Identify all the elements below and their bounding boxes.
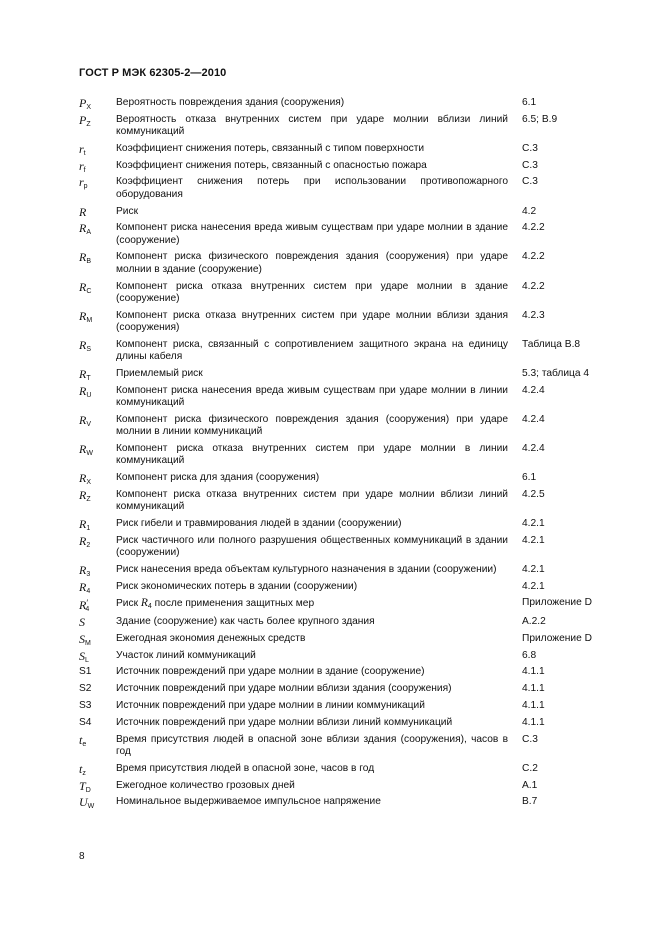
symbol: $R'_4$ xyxy=(79,598,90,614)
description: Источник повреждений при ударе молнии в здание (сооружение) xyxy=(116,666,425,678)
reference: 4.2.2 xyxy=(522,280,545,292)
symbol: $R_3$ xyxy=(79,562,91,578)
table-row xyxy=(79,616,599,628)
reference: 4.1.1 xyxy=(522,716,545,728)
reference: C.3 xyxy=(522,733,538,745)
symbol: $R_4$ xyxy=(79,579,91,595)
table-row xyxy=(79,763,599,775)
symbol: S xyxy=(79,615,85,630)
symbols-table xyxy=(79,97,599,813)
reference: 5.3; таблица 4 xyxy=(522,367,590,379)
table-row xyxy=(79,535,599,560)
description: Риск экономических потерь в здании (сооружении) xyxy=(116,580,358,592)
description: Здание (сооружение) как часть более крупного здания xyxy=(116,616,375,628)
description: Источник повреждений при ударе молнии в линии коммуникаций xyxy=(116,700,425,712)
symbol: $U_W$ xyxy=(79,795,95,811)
reference: 4.2.4 xyxy=(522,413,545,425)
table-row xyxy=(79,143,599,155)
description: Риск нанесения вреда объектам культурного назначения в здании (сооружении) xyxy=(116,563,497,575)
symbol: $R_S$ xyxy=(79,337,92,353)
table-row xyxy=(79,310,599,335)
reference: 4.1.1 xyxy=(522,700,545,712)
symbol: R xyxy=(79,204,87,219)
table-row xyxy=(79,368,599,380)
symbol: S4 xyxy=(79,716,92,728)
symbol: $r_p$ xyxy=(79,175,88,191)
reference: Приложение D xyxy=(522,632,592,644)
symbol: $R_A$ xyxy=(79,221,92,237)
table-row xyxy=(79,518,599,530)
reference: Приложение D xyxy=(522,597,592,609)
description: Источник повреждений при ударе молнии вблизи линий коммуникаций xyxy=(116,716,453,728)
reference: 4.2.5 xyxy=(522,488,545,500)
reference: Таблица B.8 xyxy=(522,338,581,350)
description: Ежегодное количество грозовых дней xyxy=(116,779,295,791)
symbol: $R_W$ xyxy=(79,441,93,457)
reference: 4.2.1 xyxy=(522,517,545,529)
table-row xyxy=(79,700,599,712)
table-row xyxy=(79,650,599,662)
symbol: $R_T$ xyxy=(79,366,91,382)
table-row xyxy=(79,581,599,593)
description: Компонент риска отказа внутренних систем при ударе молнии в линии коммуникаций xyxy=(116,442,508,467)
reference: 4.1.1 xyxy=(522,683,545,695)
reference: 4.2.2 xyxy=(522,251,545,263)
reference: 4.2.4 xyxy=(522,442,545,454)
reference: 6.8 xyxy=(522,649,537,661)
table-row xyxy=(79,597,599,614)
symbol: $r_t$ xyxy=(79,141,86,157)
description: Коэффициент снижения потерь, связанный с опасностью пожара xyxy=(116,159,427,171)
description: Компонент риска отказа внутренних систем при ударе молнии вблизи линий коммуникаций xyxy=(116,488,508,513)
symbol: S3 xyxy=(79,700,92,712)
symbol: S1 xyxy=(79,666,92,678)
symbol: $R_M$ xyxy=(79,308,93,324)
description: Коэффициент снижения потерь, связанный с типом поверхности xyxy=(116,142,425,154)
description: Компонент риска физического повреждения здания (сооружения) при ударе молнии в здание (сооружение) xyxy=(116,251,508,275)
table-row xyxy=(79,443,599,468)
reference: A.1 xyxy=(522,779,538,791)
table-row xyxy=(79,160,599,172)
symbol: $R_C$ xyxy=(79,279,92,295)
symbol: $T_D$ xyxy=(79,778,91,794)
description: Риск xyxy=(116,205,139,217)
symbol: $S_M$ xyxy=(79,631,91,647)
document-header: ГОСТ Р МЭК 62305-2—2010 xyxy=(79,67,227,79)
description: Приемлемый риск xyxy=(116,367,203,379)
description: Компонент риска отказа внутренних систем при ударе молнии в здание (сооружение) xyxy=(116,280,508,304)
table-row xyxy=(79,472,599,484)
table-row xyxy=(79,97,599,109)
reference: 4.2.1 xyxy=(522,534,545,546)
reference: C.3 xyxy=(522,159,538,171)
symbol: $t_z$ xyxy=(79,761,86,777)
description: Вероятность отказа внутренних систем при ударе молнии вблизи линий коммуникаций xyxy=(116,113,508,138)
description: Время присутствия людей в опасной зоне вблизи здания (сооружения), часов в год xyxy=(116,733,508,757)
reference: C.3 xyxy=(522,142,538,154)
reference: 4.2.3 xyxy=(522,309,545,321)
table-row xyxy=(79,385,599,410)
table-row xyxy=(79,339,599,364)
table-row xyxy=(79,206,599,218)
symbol: $R_Z$ xyxy=(79,487,91,503)
description: Ежегодная экономия денежных средств xyxy=(116,632,306,644)
page-number: 8 xyxy=(79,851,85,862)
description: Компонент риска отказа внутренних систем при ударе молнии вблизи здания (сооружения) xyxy=(116,309,508,333)
description: Компонент риска нанесения вреда живым существам при ударе молнии в линии коммуникаций xyxy=(116,384,508,408)
table-row xyxy=(79,780,599,792)
table-row xyxy=(79,666,599,678)
table-row xyxy=(79,564,599,576)
description: Компонент риска нанесения вреда живым существам при ударе молнии в здание (сооружение) xyxy=(116,222,508,246)
reference: C.2 xyxy=(522,762,538,774)
reference: 6.5; B.9 xyxy=(522,113,558,125)
reference: A.2.2 xyxy=(522,616,546,628)
reference: 4.2.4 xyxy=(522,384,545,396)
table-row xyxy=(79,489,599,514)
symbol: $R_B$ xyxy=(79,250,92,266)
symbol: $R_2$ xyxy=(79,533,91,549)
symbol: $P_Z$ xyxy=(79,112,91,128)
reference: C.3 xyxy=(522,176,538,188)
reference: 4.2.1 xyxy=(522,580,545,592)
description: Риск частичного или полного разрушения общественных коммуникаций в здании (сооружении) xyxy=(116,534,508,558)
symbol: $R_U$ xyxy=(79,383,92,399)
description: Номинальное выдерживаемое импульсное напряжение xyxy=(116,796,381,808)
reference: 4.1.1 xyxy=(522,666,545,678)
reference: 6.1 xyxy=(522,97,537,108)
table-row xyxy=(79,734,599,759)
description: Вероятность повреждения здания (сооружения) xyxy=(116,97,345,108)
reference: 4.2.1 xyxy=(522,563,545,575)
description: Компонент риска физического повреждения здания (сооружения) при ударе молнии в линии коммуникаций xyxy=(116,413,508,438)
description: Риск гибели и травмирования людей в здании (сооружении) xyxy=(116,517,402,529)
table-row xyxy=(79,114,599,139)
description: Компонент риска, связанный с сопротивлением защитного экрана на единицу длины кабеля xyxy=(116,338,508,363)
description: Время присутствия людей в опасной зоне, часов в год xyxy=(116,762,375,774)
symbol: $R_V$ xyxy=(79,412,92,428)
description: Участок линий коммуникаций xyxy=(116,649,256,661)
description: Источник повреждений при ударе молнии вблизи здания (сооружения) xyxy=(116,683,452,695)
symbol: $R_1$ xyxy=(79,516,91,532)
table-row xyxy=(79,633,599,645)
symbol: $S_L$ xyxy=(79,648,89,664)
reference: 6.1 xyxy=(522,471,537,483)
description: Риск $R_4$ после применения защитных мер xyxy=(116,597,315,611)
table-row xyxy=(79,683,599,695)
table-row xyxy=(79,176,599,201)
symbol: $t_e$ xyxy=(79,732,87,748)
description: Коэффициент снижения потерь при использовании противопожарного оборудования xyxy=(116,176,508,200)
description: Компонент риска для здания (сооружения) xyxy=(116,471,320,483)
table-row xyxy=(79,251,599,276)
table-row xyxy=(79,795,599,811)
symbol: $P_X$ xyxy=(79,96,92,111)
reference: B.7 xyxy=(522,796,538,808)
reference: 4.2.2 xyxy=(522,222,545,234)
symbol: $r_f$ xyxy=(79,158,86,174)
table-row xyxy=(79,414,599,439)
table-row xyxy=(79,222,599,247)
table-row xyxy=(79,281,599,306)
symbol: S2 xyxy=(79,683,92,695)
table-row xyxy=(79,717,599,729)
reference: 4.2 xyxy=(522,205,537,217)
symbol: $R_X$ xyxy=(79,470,92,486)
